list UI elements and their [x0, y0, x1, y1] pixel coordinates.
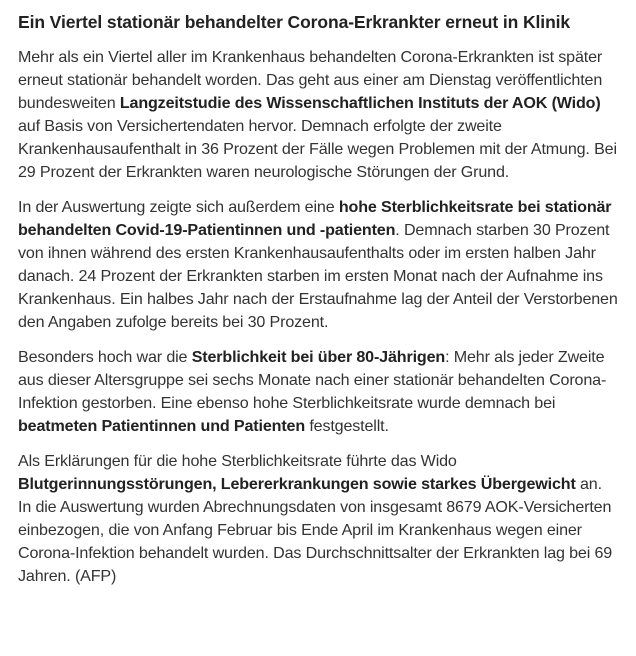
paragraph-bold-text: Langzeitstudie des Wissenschaftlichen Instituts der AOK (Wido) — [119, 94, 601, 112]
article-headline: Ein Viertel stationär behandelter Corona-Erkrankter erneut in Klinik — [18, 12, 571, 32]
article-paragraph — [18, 46, 618, 184]
paragraph-text: auf Basis von Versichertendaten hervor. Demnach erfolgte der zweite Krankenhausaufenthalt in 36 Prozent der Fälle wegen Problemen mit der Atmung. Bei 29 Prozent der Erkrankten waren neurologische Störungen der Grund. — [18, 117, 617, 181]
article-paragraph — [18, 196, 618, 334]
paragraph-bold-text: hohe Sterblichkeitsrate bei stationär behandelten Covid-19-Patientinnen und -patienten — [18, 198, 612, 239]
article-paragraph — [18, 346, 618, 438]
paragraph-bold-text: beatmeten Patientinnen und Patienten — [18, 417, 306, 435]
paragraph-text: Besonders hoch war die — [18, 348, 192, 366]
paragraph-text: an. In die Auswertung wurden Abrechnungsdaten von insgesamt 8679 AOK-Versicherten einbezogen, die von Anfang Februar bis Ende April im Krankenhaus wegen einer Corona-Infektion behandelt wurden. Das Durchschnittsalter der Erkrankten lag bei 69 Jahren. (AFP) — [18, 475, 613, 585]
article-paragraph — [18, 450, 618, 588]
paragraph-text: Als Erklärungen für die hohe Sterblichkeitsrate führte das Wido — [18, 452, 457, 470]
paragraph-text: In der Auswertung zeigte sich außerdem eine — [18, 198, 339, 216]
paragraph-text: Mehr als ein Viertel aller im Krankenhaus behandelten Corona-Erkrankten ist später erneut stationär behandelt worden. Das geht aus einer am Dienstag veröffentlichten bundesweiten — [18, 48, 603, 112]
paragraph-text: : Mehr als jeder Zweite aus dieser Altersgruppe sei sechs Monate nach einer stationär behandelten Corona-Infektion gestorben. Eine ebenso hohe Sterblichkeitsrate wurde demnach bei — [18, 348, 607, 412]
paragraph-bold-text: Sterblichkeit bei über 80-Jährigen — [191, 348, 446, 366]
paragraph-bold-text: Blutgerinnungsstörungen, Lebererkrankungen sowie starkes Übergewicht — [18, 475, 576, 493]
paragraph-text: . Demnach starben 30 Prozent von ihnen während des ersten Krankenhausaufenthalts oder im ersten halben Jahr danach. 24 Prozent der Erkrankten starben im ersten Monat nach der Aufnahme ins Krankenhaus. Ein halbes Jahr nach der Erstaufnahme lag der Anteil der Verstorbenen den Angaben zufolge bereits bei 30 Prozent. — [18, 221, 618, 331]
paragraph-text: festgestellt. — [305, 417, 389, 435]
